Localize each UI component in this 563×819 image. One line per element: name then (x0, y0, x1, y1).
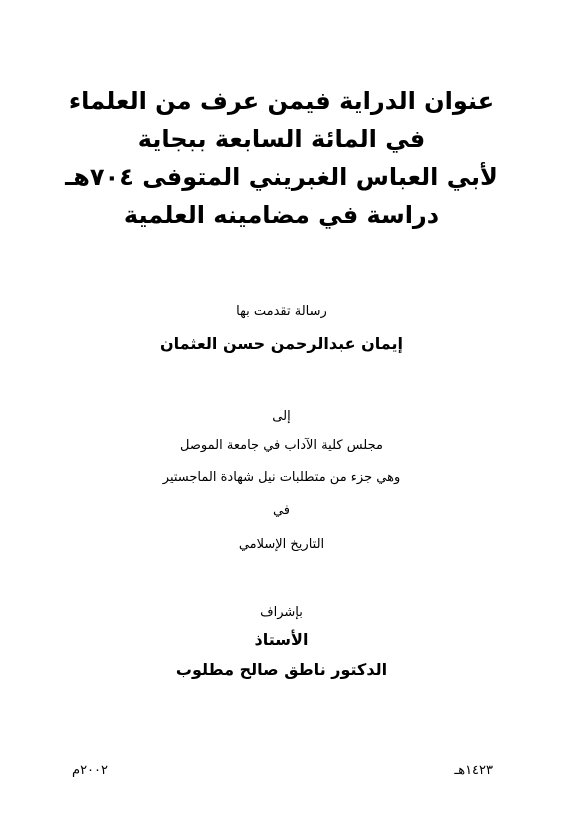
recipient-to: إلى (272, 409, 291, 424)
degree-requirement: وهي جزء من متطلبات نيل شهادة الماجستير (162, 470, 401, 485)
title-line-3: لأبي العباس الغبريني المتوفى ٧٠٤هـ (65, 163, 498, 191)
thesis-title (30, 82, 533, 234)
submission-intro: رسالة تقدمت بها (236, 304, 327, 319)
title-line-1: عنوان الدراية فيمن عرف من العلماء (68, 87, 495, 115)
supervision-intro: بإشراف (260, 605, 303, 620)
recipient-council: مجلس كلية الآداب في جامعة الموصل (180, 438, 383, 453)
title-line-4: دراسة في مضامينه العلمية (123, 201, 440, 229)
title-line-2: في المائة السابعة ببجاية (137, 125, 426, 153)
gregorian-year: ٢٠٠٢م (72, 763, 108, 778)
field-preposition: في (272, 503, 291, 518)
hijri-year: ١٤٢٣هـ (454, 763, 493, 778)
supervisor-name: الدكتور ناطق صالح مطلوب (175, 660, 388, 679)
author-name: إيمان عبدالرحمن حسن العثمان (159, 334, 404, 353)
supervisor-rank: الأستاذ (254, 630, 309, 649)
field-of-study: التاريخ الإسلامي (238, 537, 325, 552)
